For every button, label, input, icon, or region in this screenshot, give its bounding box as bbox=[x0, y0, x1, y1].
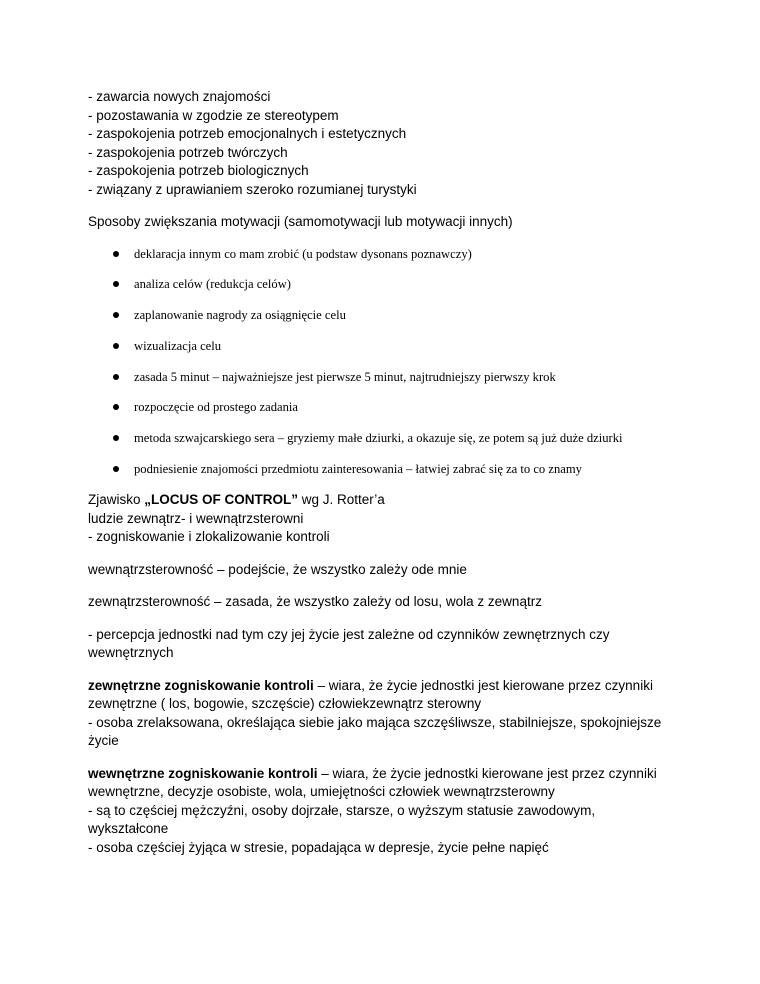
bullet-item bbox=[88, 307, 688, 323]
bullet-item bbox=[88, 276, 688, 292]
motivation-bullet-list bbox=[88, 246, 688, 478]
list-item: - zaspokojenia potrzeb twórczych bbox=[88, 144, 288, 160]
bullet-text: zaplanowanie nagrody za osiągnięcie celu bbox=[134, 308, 346, 323]
bullet-dot-icon bbox=[113, 374, 119, 380]
bullet-text: deklaracja innym co mam zrobić (u podstaw dysonans poznawczy) bbox=[134, 246, 472, 261]
bullet-text: rozpoczęcie od prostego zadania bbox=[134, 400, 298, 415]
bullet-dot-icon bbox=[113, 466, 119, 472]
internal-focus-section: wewnętrzne zogniskowanie kontroli – wiara, że życie jednostki kierowane jest przez czynniki wewnętrzne, decyzje osobiste, wola, umiejętności człowiek wewnątrzsterowny - są to częściej mężczyźni, osoby dojrzałe, starsze, o wyższym statusie zawodowym, wykształcone - osoba częściej żyjąca w stresie, popadająca w depresje, życie pełne napięć bbox=[88, 765, 657, 855]
motivation-heading: Sposoby zwiększania motywacji (samomotywacji lub motywacji innych) bbox=[88, 214, 513, 229]
perception-paragraph: - percepcja jednostki nad tym czy jej życie jest zależne od czynników zewnętrznych czy wewnętrznych bbox=[88, 626, 610, 661]
bullet-dot-icon bbox=[113, 251, 119, 257]
bullet-item bbox=[88, 399, 688, 415]
bullet-text: podniesienie znajomości przedmiotu zainteresowania – łatwiej zabrać się za to co znamy bbox=[134, 462, 582, 477]
list-item: - zaspokojenia potrzeb emocjonalnych i estetycznych bbox=[88, 126, 407, 141]
list-item: - związany z uprawianiem szeroko rozumianej turystyki bbox=[88, 181, 417, 197]
internal-focus-term: wewnętrzne zogniskowanie kontroli bbox=[88, 765, 318, 781]
bullet-dot-icon bbox=[113, 281, 119, 287]
external-focus-term: zewnętrzne zogniskowanie kontroli bbox=[88, 677, 314, 693]
locus-section bbox=[88, 491, 688, 547]
bullet-text: metoda szwajcarskiego sera – gryziemy małe dziurki, a okazuje się, ze potem są już duże dziurki bbox=[134, 431, 623, 446]
top-list bbox=[88, 88, 688, 199]
bullet-dot-icon bbox=[113, 404, 119, 410]
bullet-item bbox=[88, 461, 688, 477]
locus-title: „LOCUS OF CONTROL” bbox=[144, 492, 299, 508]
list-item: - pozostawania w zgodzie ze stereotypem bbox=[88, 107, 339, 123]
list-item: - zaspokojenia potrzeb biologicznych bbox=[88, 163, 309, 178]
locus-line: - zogniskowanie i zlokalizowanie kontroli bbox=[88, 529, 330, 545]
bullet-item bbox=[88, 430, 688, 446]
bullet-text: analiza celów (redukcja celów) bbox=[134, 277, 291, 292]
bullet-item bbox=[88, 369, 688, 385]
internal-definition: wewnątrzsterowność – podejście, że wszystko zależy ode mnie bbox=[88, 561, 467, 577]
bullet-text: zasada 5 minut – najważniejsze jest pierwsze 5 minut, najtrudniejszy pierwszy krok bbox=[134, 369, 556, 384]
external-definition: zewnątrzsterowność – zasada, że wszystko zależy od losu, wola z zewnątrz bbox=[88, 594, 542, 610]
bullet-dot-icon bbox=[113, 435, 119, 441]
list-item: - zawarcia nowych znajomości bbox=[88, 89, 271, 104]
bullet-dot-icon bbox=[113, 312, 119, 318]
document-page bbox=[88, 88, 688, 857]
bullet-item bbox=[88, 338, 688, 354]
bullet-item bbox=[88, 246, 688, 262]
external-focus-section: zewnętrzne zogniskowanie kontroli – wiara, że życie jednostki jest kierowane przez czynniki zewnętrzne ( los, bogowie, szczęście) człowiekzewnątrz sterowny - osoba zrelaksowana, określająca siebie jako mająca szczęśliwsze, stabilniejsze, spokojniejsze życie bbox=[88, 677, 662, 749]
locus-heading: Zjawisko „LOCUS OF CONTROL” wg J. Rotter’a bbox=[88, 492, 385, 508]
locus-line: ludzie zewnątrz- i wewnątrzsterowni bbox=[88, 510, 304, 526]
bullet-dot-icon bbox=[113, 343, 119, 349]
bullet-text: wizualizacja celu bbox=[134, 338, 222, 353]
